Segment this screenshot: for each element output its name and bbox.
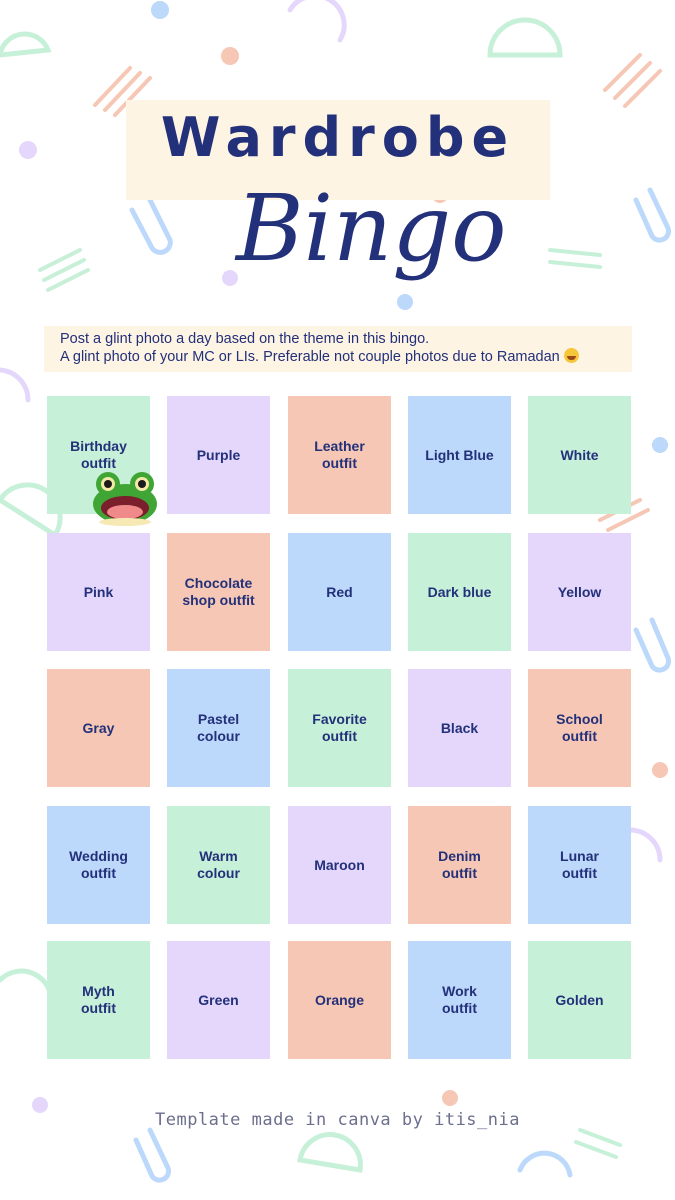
bingo-cell [167,806,270,924]
bingo-cell [288,396,391,514]
bingo-cell [47,669,150,787]
bingo-cell-label: Denim outfit [438,848,481,881]
bingo-cell [288,533,391,651]
bingo-cell-label: Light Blue [425,446,494,463]
instructions-line-1: Post a glint photo a day based on the theme in this bingo. [60,331,430,347]
bingo-cell [528,669,631,787]
bingo-cell [167,669,270,787]
bingo-cell-label: Orange [314,991,364,1008]
bingo-cell-label: Purple [196,446,241,463]
bingo-cell [528,941,631,1059]
bingo-cell [288,806,391,924]
bingo-cell-label: Pastel colour [197,711,240,744]
bingo-cell-label: Maroon [314,856,365,873]
bingo-cell [288,669,391,787]
bingo-cell-label: Birthday outfit [70,438,127,471]
bingo-cell-label: Dark blue [427,583,492,600]
bingo-cell [408,941,511,1059]
bingo-cell [47,941,150,1059]
bingo-cell-label: Lunar outfit [560,848,599,881]
bingo-cell [528,806,631,924]
bingo-cell [288,941,391,1059]
bingo-cell-label: White [560,446,599,463]
bingo-cell [408,533,511,651]
bingo-cell [47,806,150,924]
bingo-cell [408,806,511,924]
bingo-cell [47,533,150,651]
bingo-cell-label: Myth outfit [81,983,116,1016]
bingo-cell-label: School outfit [556,711,603,744]
bingo-cell [167,396,270,514]
bingo-cell-label: Leather outfit [314,438,365,471]
bingo-cell-label: Warm colour [197,848,240,881]
bingo-cell-label: Red [326,583,353,600]
bingo-cell-label: Black [440,719,479,736]
bingo-cell-label: Wedding outfit [69,848,128,881]
page-subtitle-text: Bingo [236,175,507,282]
bingo-cell [167,941,270,1059]
bingo-cell-label: Green [198,991,239,1008]
bingo-cell-label: Golden [555,991,604,1008]
frog-icon [90,468,160,526]
bingo-cell-label: Yellow [557,583,602,600]
page-title: Wardrobe [160,106,516,169]
bingo-cell-label: Favorite outfit [312,711,367,744]
instructions-line-2: A glint photo of your MC or LIs. Preferable not couple photos due to Ramadan [60,349,560,365]
bingo-cell [528,396,631,514]
bingo-cell-label: Work outfit [442,983,477,1016]
bingo-cell-label: Pink [83,583,114,600]
bingo-cell-label: Gray [82,719,115,736]
footer-credit: Template made in canva by itis_nia [155,1110,520,1130]
bingo-cell-label: Chocolate shop outfit [182,575,255,608]
bingo-cell [408,396,511,514]
bingo-cell [528,533,631,651]
bingo-cell [167,533,270,651]
bingo-cell [408,669,511,787]
